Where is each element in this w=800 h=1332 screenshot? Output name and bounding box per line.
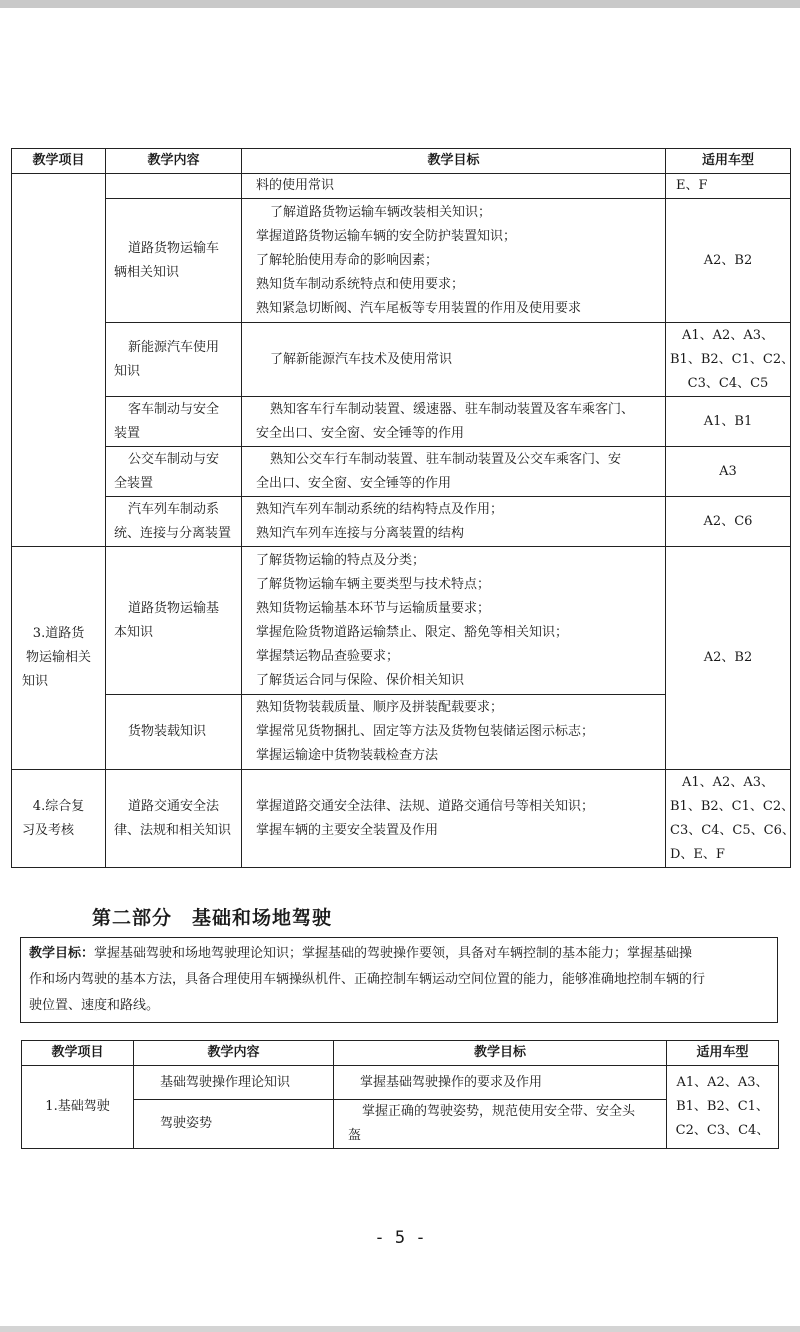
content-cell	[106, 547, 242, 695]
goal-box-line: 驶位置、速度和路线。	[29, 998, 160, 1013]
models-line: A1、A2、A3、	[682, 774, 774, 790]
goal-line: 安全出口、安全窗、安全锤等的作用	[256, 425, 465, 441]
goal-line: 了解货物运输的特点及分类；	[256, 552, 426, 568]
goal-text: 掌握基础驾驶和场地驾驶理论知识；掌握基础的驾驶操作要领，具备对车辆控制的基本能力；掌握基础操	[94, 946, 693, 961]
content-cell: 基础驾驶操作理论知识	[134, 1066, 334, 1100]
models-line: A2、C6	[703, 513, 753, 529]
table-row	[12, 323, 791, 397]
item-line: 3.道路货	[32, 626, 85, 641]
table-header-row	[22, 1041, 779, 1066]
content-line: 道路交通安全法	[128, 798, 220, 814]
goal-cell	[242, 323, 666, 397]
header-goal: 教学目标	[334, 1041, 667, 1066]
goal-line: 掌握禁运物品查验要求；	[256, 648, 400, 664]
content-line: 汽车列车制动系	[128, 501, 220, 517]
content-line: 公交车制动与安	[128, 451, 220, 467]
goal-line: 掌握运输途中货物装载检查方法	[256, 748, 439, 763]
goal-cell	[242, 547, 666, 695]
table-row	[12, 397, 791, 447]
content-line: 辆相关知识	[114, 264, 180, 280]
content-line: 装置	[114, 425, 141, 441]
models-line: A1、B1	[703, 413, 753, 429]
goal-cell	[242, 695, 666, 770]
models-line: B1、B2、C1、C2、	[670, 351, 795, 367]
content-line: 统、连接与分离装置	[114, 525, 232, 541]
item-line: 物运输相关	[25, 650, 91, 665]
goal-line: 盔	[348, 1128, 362, 1143]
content-cell: 驾驶姿势	[134, 1100, 334, 1149]
table-row	[12, 547, 791, 695]
goal-line: 熟知汽车列车连接与分离装置的结构	[256, 525, 465, 541]
goal-cell	[242, 174, 666, 199]
models-line: A3	[719, 463, 737, 479]
models-line: A2、B2	[703, 650, 753, 665]
table-row	[22, 1100, 779, 1149]
table-row	[12, 497, 791, 547]
content-cell	[106, 770, 242, 868]
models-line: C3、C4、C5、C6、	[670, 822, 795, 838]
header-content: 教学内容	[134, 1041, 334, 1066]
item-cell-empty	[12, 174, 106, 547]
content-cell	[106, 199, 242, 323]
table-row	[22, 1066, 779, 1100]
models-line: D、E、F	[670, 846, 725, 862]
header-item: 教学项目	[12, 149, 106, 174]
item-cell-review	[12, 770, 106, 868]
goal-line: 熟知紧急切断阀、汽车尾板等专用装置的作用及使用要求	[256, 300, 582, 316]
goal-line: 掌握车辆的主要安全装置及作用	[256, 822, 439, 838]
models-cell	[666, 497, 791, 547]
goal-line: 掌握危险货物道路运输禁止、限定、豁免等相关知识；	[256, 624, 569, 640]
models-cell	[666, 447, 791, 497]
bottom-edge	[0, 1326, 800, 1332]
goal-cell	[242, 397, 666, 447]
goal-box-line	[29, 941, 771, 967]
goal-line: 熟知货物运输基本环节与运输质量要求；	[256, 600, 491, 616]
header-goal: 教学目标	[242, 149, 666, 174]
goal-box-line: 作和场内驾驶的基本方法，具备合理使用车辆操纵机件、正确控制车辆运动空间位置的能力，能够准确地控制车辆的行	[29, 972, 706, 987]
models-cell	[666, 199, 791, 323]
table-row	[12, 174, 791, 199]
item-line: 4.综合复	[32, 798, 85, 814]
goal-line: 掌握正确的驾驶姿势，规范使用安全带、安全头	[362, 1104, 636, 1119]
models-cell	[666, 397, 791, 447]
goal-line: 掌握常见货物捆扎、固定等方法及货物包装储运图示标志；	[256, 724, 595, 739]
item-cell-basic-driving: 1.基础驾驶	[22, 1066, 134, 1149]
table-row	[12, 447, 791, 497]
models-line: A2、B2	[703, 252, 753, 268]
item-cell-freight	[12, 547, 106, 770]
goal-line: 了解道路货物运输车辆改装相关知识；	[270, 204, 492, 220]
goal-cell	[242, 199, 666, 323]
content-line: 本知识	[114, 624, 154, 640]
models-cell	[666, 174, 791, 199]
teaching-table-part1	[11, 148, 795, 868]
content-line: 道路货物运输车	[128, 240, 220, 256]
goal-line: 了解新能源汽车技术及使用常识	[270, 351, 453, 367]
page-number: - 5 -	[374, 1228, 426, 1248]
goal-line: 了解货物运输车辆主要类型与技术特点；	[256, 576, 491, 592]
header-content: 教学内容	[106, 149, 242, 174]
content-line: 知识	[114, 363, 141, 379]
goal-line: 掌握基础驾驶操作的要求及作用	[360, 1074, 543, 1090]
goal-line: 掌握道路货物运输车辆的安全防护装置知识；	[256, 228, 517, 244]
section-title: 第二部分 基础和场地驾驶	[92, 907, 333, 929]
table-row	[12, 199, 791, 323]
content-cell	[106, 174, 242, 199]
goal-line: 熟知货物装载质量、顺序及拼装配载要求；	[256, 700, 504, 715]
content-cell	[106, 497, 242, 547]
models-line: C2、C3、C4、	[675, 1123, 770, 1138]
goal-line: 全出口、安全窗、安全锤等的作用	[256, 475, 452, 491]
goal-line: 了解货运合同与保险、保价相关知识	[256, 672, 465, 688]
content-line: 律、法规和相关知识	[114, 822, 232, 838]
table-header-row	[12, 149, 791, 174]
goal-cell	[242, 497, 666, 547]
models-cell	[666, 323, 795, 397]
goal-line: 熟知客车行车制动装置、缓速器、驻车制动装置及客车乘客门、	[270, 401, 635, 417]
content-line: 货物装载知识	[128, 724, 207, 739]
goal-label: 教学目标：	[29, 946, 95, 961]
goal-cell	[242, 447, 666, 497]
content-line: 道路货物运输基	[128, 600, 220, 616]
models-cell	[666, 547, 791, 770]
content-line: 客车制动与安全	[128, 401, 220, 417]
header-models: 适用车型	[666, 149, 791, 174]
header-models: 适用车型	[667, 1041, 779, 1066]
models-line: A1、A2、A3、	[676, 1075, 769, 1090]
models-cell	[667, 1066, 779, 1149]
teaching-table-part2	[21, 1040, 779, 1149]
content-cell	[106, 397, 242, 447]
content-cell	[106, 323, 242, 397]
content-cell	[106, 695, 242, 770]
goal-cell	[334, 1100, 667, 1149]
section-goal-box	[20, 937, 778, 1023]
item-line: 习及考核	[22, 822, 75, 838]
goal-line: 掌握道路交通安全法律、法规、道路交通信号等相关知识；	[256, 798, 595, 814]
item-line: 知识	[22, 674, 49, 689]
goal-cell	[242, 770, 666, 868]
goal-line: 了解轮胎使用寿命的影响因素；	[256, 252, 439, 268]
goal-line: 熟知公交车行车制动装置、驻车制动装置及公交车乘客门、安	[270, 451, 622, 467]
content-line: 全装置	[114, 475, 154, 491]
table-row	[12, 770, 791, 868]
goal-line: 料的使用常识	[256, 178, 335, 193]
content-line: 新能源汽车使用	[128, 339, 220, 355]
models-line: C3、C4、C5	[687, 375, 769, 391]
content-cell	[106, 447, 242, 497]
models-line: B1、B2、C1、	[676, 1099, 769, 1114]
goal-line: 熟知汽车列车制动系统的结构特点及作用；	[256, 501, 504, 517]
models-cell	[666, 770, 795, 868]
models-line: E、F	[676, 178, 708, 193]
top-edge	[0, 0, 800, 8]
goal-cell	[334, 1066, 667, 1100]
goal-line: 熟知货车制动系统特点和使用要求；	[256, 276, 465, 292]
header-item: 教学项目	[22, 1041, 134, 1066]
models-line: A1、A2、A3、	[682, 327, 774, 343]
models-line: B1、B2、C1、C2、	[670, 798, 795, 814]
